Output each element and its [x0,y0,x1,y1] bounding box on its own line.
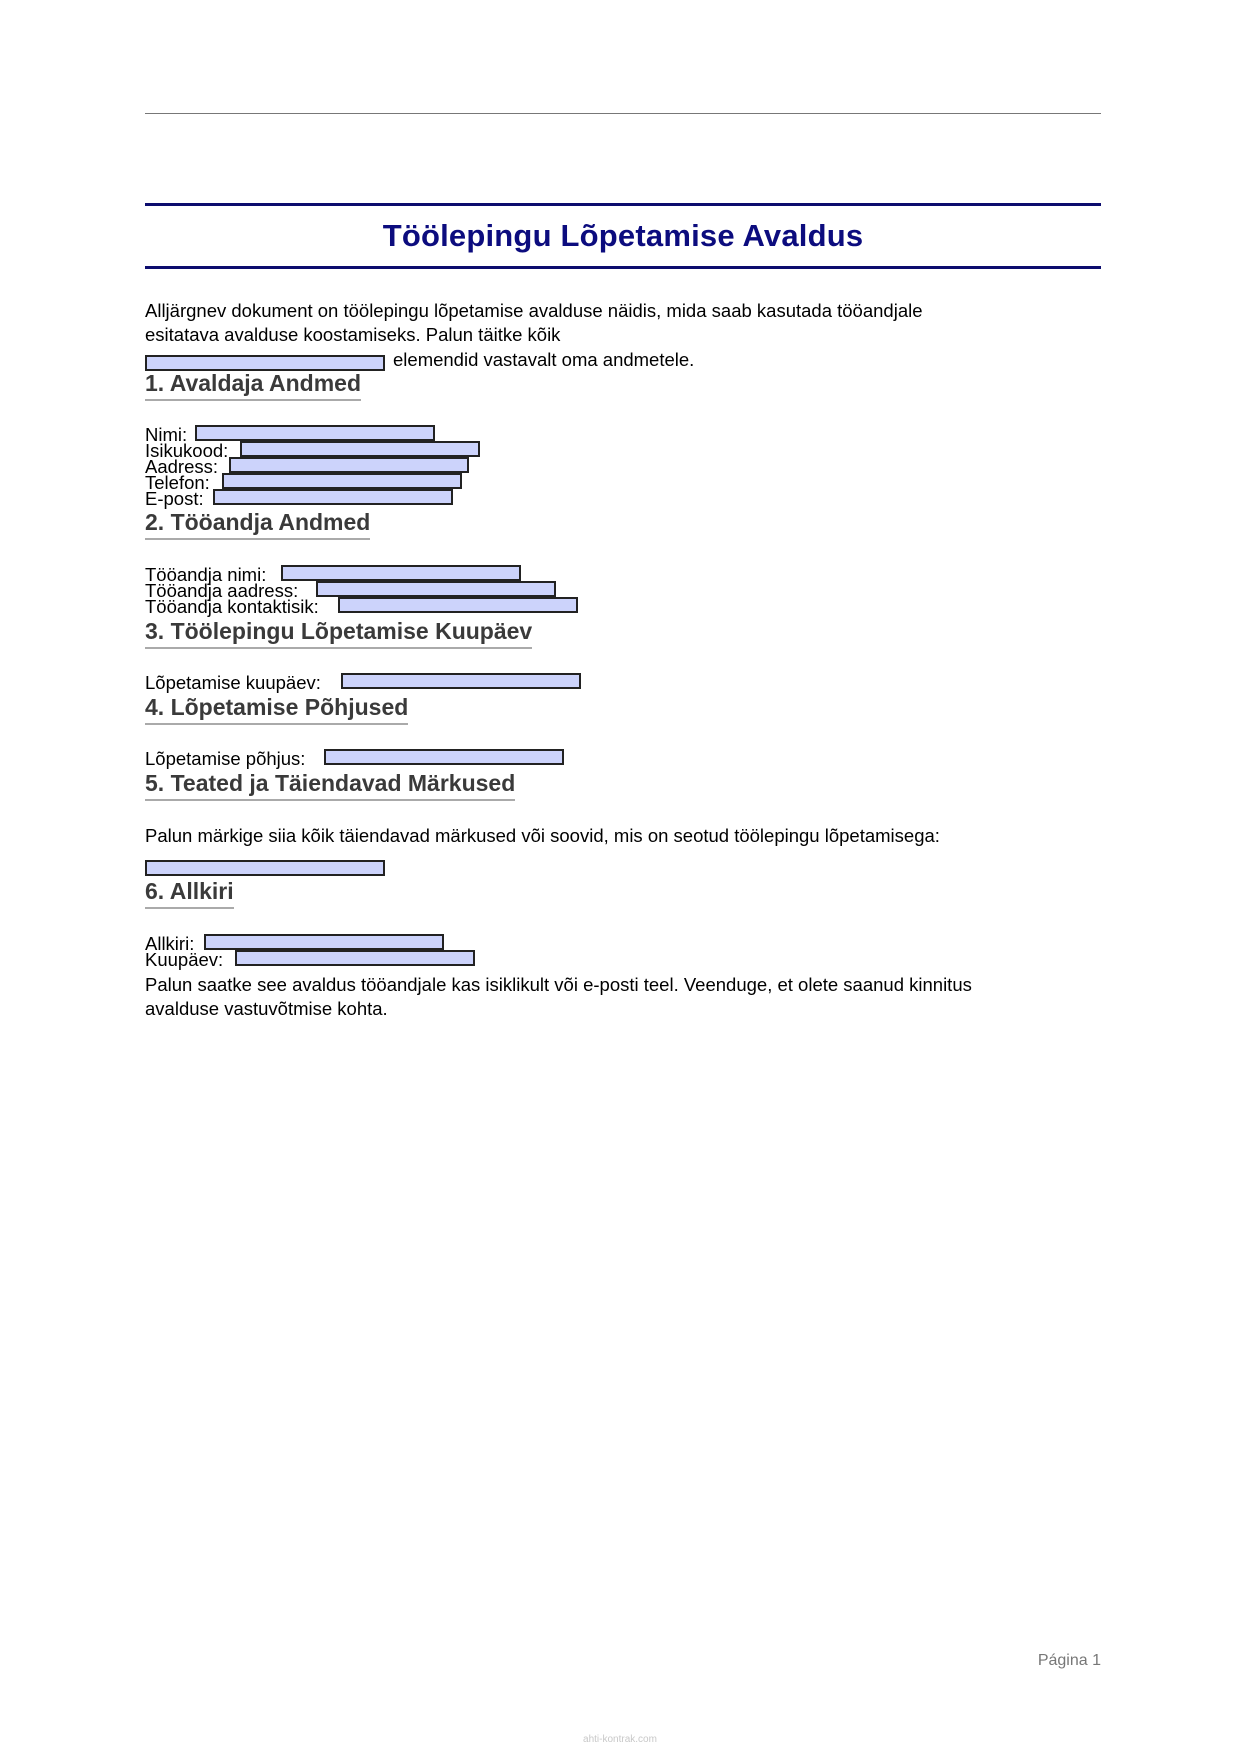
intro-line-2: esitatava avalduse koostamiseks. Palun täitke kõik [145,324,561,345]
reason-field[interactable] [324,749,564,765]
label-employer-name: Tööandja nimi: [145,564,267,585]
section-heading-signature: 6. Allkiri [145,877,234,909]
title-band [145,203,1101,269]
closing-line-2: avalduse vastuvõtmise kohta. [145,998,388,1019]
label-email: E-post: [145,488,204,509]
name-field[interactable] [195,425,435,441]
page-number: Página 1 [1037,1652,1101,1669]
employer-contact-field[interactable] [338,597,578,613]
notes-instruction: Palun märkige siia kõik täiendavad märkused või soovid, mis on seotud töölepingu lõpetamisega: [145,825,940,846]
personal-code-field[interactable] [240,441,480,457]
intro-line-3: elemendid vastavalt oma andmetele. [393,349,695,370]
footer-watermark: ahti-kontrak.com [583,1734,657,1745]
section-heading-reasons: 4. Lõpetamise Põhjused [145,693,408,725]
employer-name-field[interactable] [281,565,521,581]
intro-line-1: Alljärgnev dokument on töölepingu lõpetamise avalduse näidis, mida saab kasutada tööandjale [145,300,923,321]
label-personal-code: Isikukood: [145,440,229,461]
notes-field[interactable] [145,860,385,876]
signature-field[interactable] [204,934,444,950]
section-heading-employer: 2. Tööandja Andmed [145,508,370,540]
label-employer-contact: Tööandja kontaktisik: [145,596,319,617]
phone-field[interactable] [222,473,462,489]
email-field[interactable] [213,489,453,505]
label-address: Aadress: [145,456,219,477]
section-heading-notes: 5. Teated ja Täiendavad Märkused [145,769,515,801]
intro-paragraph [145,299,1025,347]
closing-line-1: Palun saatke see avaldus tööandjale kas isiklikult või e-posti teel. Veenduge, et olete saanud kinnitus [145,974,972,995]
label-signature: Allkiri: [145,933,195,954]
header-rule [145,113,1101,114]
label-date: Kuupäev: [145,949,224,970]
date-field[interactable] [235,950,475,966]
section-heading-end-date: 3. Töölepingu Lõpetamise Kuupäev [145,617,532,649]
label-employer-address: Tööandja aadress: [145,580,299,601]
document-title: Töölepingu Lõpetamise Avaldus [382,218,864,253]
closing-paragraph [145,973,1085,1021]
address-field[interactable] [229,457,469,473]
label-name: Nimi: [145,424,188,445]
label-end-date: Lõpetamise kuupäev: [145,672,321,693]
label-reason: Lõpetamise põhjus: [145,748,306,769]
label-phone: Telefon: [145,472,210,493]
employer-address-field[interactable] [316,581,556,597]
section-heading-applicant: 1. Avaldaja Andmed [145,369,361,401]
end-date-field[interactable] [341,673,581,689]
